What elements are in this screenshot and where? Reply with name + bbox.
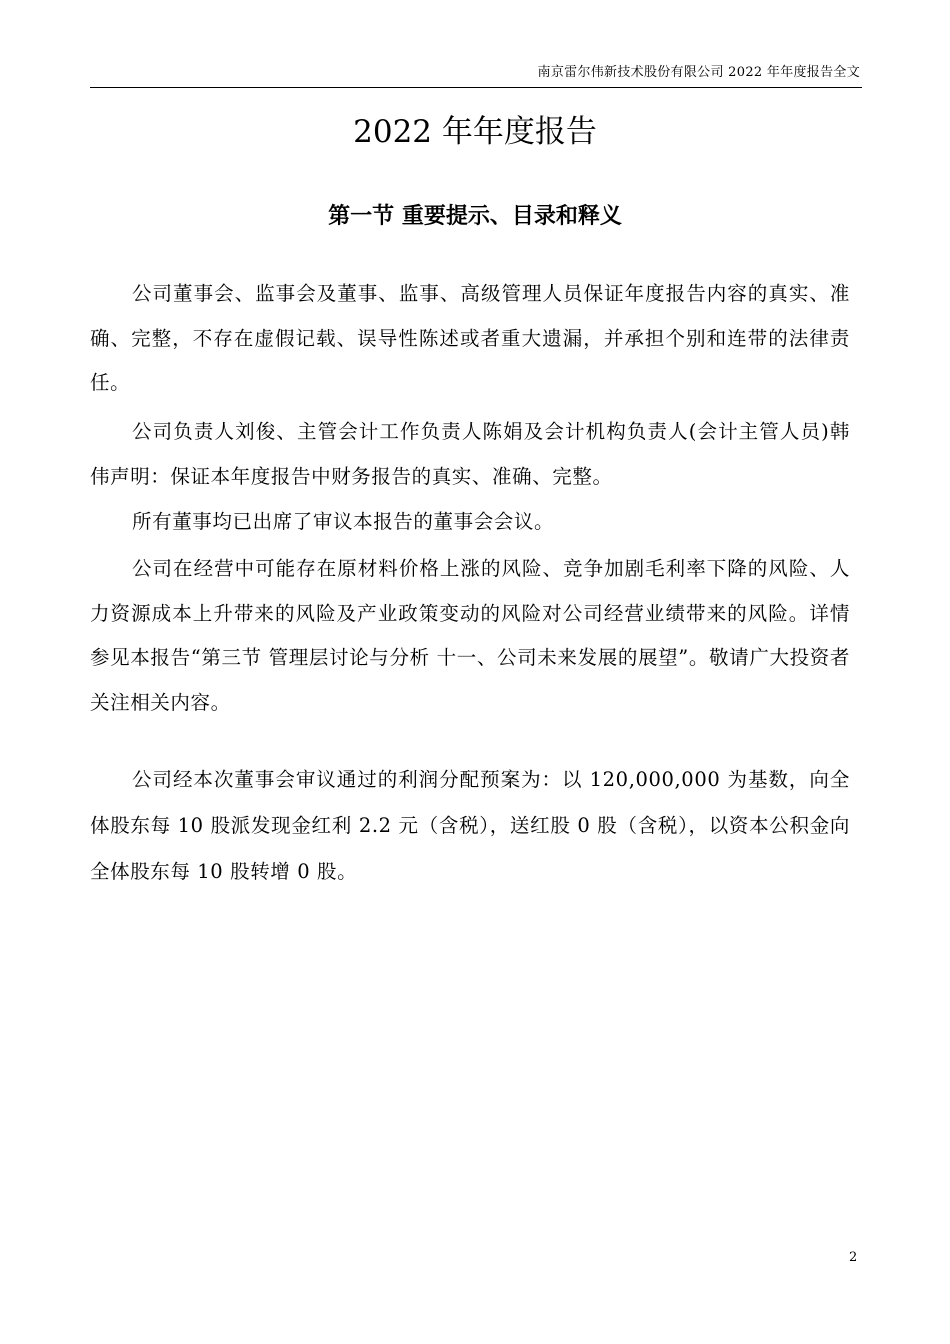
risk-statement: 公司在经营中可能存在原材料价格上涨的风险、竞争加剧毛利率下降的风险、人力资源成本上升带来的风险及产业政策变动的风险对公司经营业绩带来的风险。详情参见本报告“第三节 管理层讨论与分析 十一、公司未来发展的展望”。敬请广大投资者关注相关内容。 xyxy=(90,557,850,714)
executive-declaration: 公司负责人刘俊、主管会计工作负责人陈娟及会计机构负责人(会计主管人员)韩伟声明：保证本年度报告中财务报告的真实、准确、完整。 xyxy=(90,420,850,488)
running-header: 南京雷尔伟新技术股份有限公司 2022 年年度报告全文 xyxy=(537,65,860,80)
board-attendance-statement: 所有董事均已出席了审议本报告的董事会会议。 xyxy=(132,510,555,533)
header-divider xyxy=(90,87,862,88)
profit-distribution-plan: 公司经本次董事会审议通过的利润分配预案为：以 120,000,000 为基数，向全体股东每 10 股派发现金红利 2.2 元（含税），送红股 0 股（含税），以资本公积金向全体股东每 10 股转增 0 股。 xyxy=(90,768,850,883)
section-title: 第一节 重要提示、目录和释义 xyxy=(328,203,622,229)
page-number: 2 xyxy=(849,1250,858,1265)
responsibility-statement: 公司董事会、监事会及董事、监事、高级管理人员保证年度报告内容的真实、准确、完整，不存在虚假记载、误导性陈述或者重大遗漏，并承担个别和连带的法律责任。 xyxy=(90,282,850,394)
report-title: 2022 年年度报告 xyxy=(353,114,597,150)
